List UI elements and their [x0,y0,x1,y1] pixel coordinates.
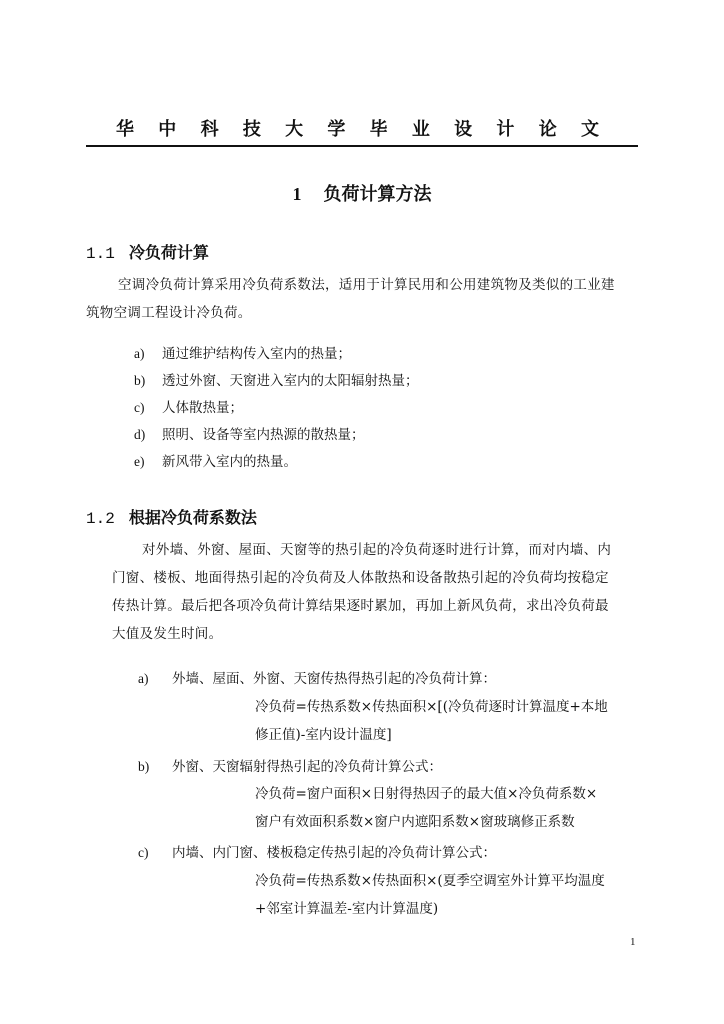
list-marker: c) [134,400,145,415]
section-heading-1-2 [86,505,257,528]
paragraph-line: 筑物空调工程设计冷负荷。 [86,305,252,321]
running-header: 华 中 科 技 大 学 毕 业 设 计 论 文 [116,119,608,140]
formula-line: 冷负荷=窗户面积×日射得热因子的最大值×冷负荷系数× [255,786,598,802]
list-item [134,344,351,364]
paragraph-line: 空调冷负荷计算采用冷负荷系数法，适用于计算民用和公用建筑物及类似的工业建 [118,277,615,293]
list-marker: e) [134,454,145,469]
list-item [134,398,243,418]
formula-line: +邻室计算温差-室内计算温度) [255,901,439,917]
list-item-text: 人体散热量； [162,400,243,416]
list-marker: b) [138,759,150,774]
section-title: 根据冷负荷系数法 [128,508,257,527]
list-marker: b) [134,373,146,388]
list-item-text: 新风带入室内的热量。 [162,454,297,470]
section-title: 冷负荷计算 [128,243,209,262]
formula-label: 内墙、内门窗、楼板稳定传热引起的冷负荷计算公式： [172,845,496,861]
formula-label: 外墙、屋面、外窗、天窗传热得热引起的冷负荷计算： [172,671,496,687]
list-marker: d) [134,427,146,442]
list-marker: c) [138,845,149,860]
paragraph-line: 传热计算。最后把各项冷负荷计算结果逐时累加，再加上新风负荷，求出冷负荷最 [112,598,609,614]
section-number: 1.2 [86,510,115,528]
formula-item [138,757,442,777]
formula-item [138,843,496,863]
list-item [134,371,419,391]
page-number: 1 [630,936,636,948]
header-rule [86,145,638,147]
chapter-number: 1 [292,184,302,204]
list-marker: a) [134,346,145,361]
paragraph-line: 对外墙、外窗、屋面、天窗等的热引起的冷负荷逐时进行计算，而对内墙、内 [142,542,612,558]
paragraph-line: 大值及发生时间。 [112,626,223,642]
list-item [134,425,365,445]
formula-label: 外窗、天窗辐射得热引起的冷负荷计算公式： [172,759,442,775]
paragraph-line: 门窗、楼板、地面得热引起的冷负荷及人体散热和设备散热引起的冷负荷均按稳定 [112,570,609,586]
chapter-title-text: 负荷计算方法 [323,184,432,205]
chapter-title [0,180,724,206]
list-marker: a) [138,671,149,686]
formula-line: 冷负荷=传热系数×传热面积×[(冷负荷逐时计算温度+本地 [255,699,608,715]
formula-line: 修正值)-室内设计温度] [255,727,392,743]
list-item-text: 照明、设备等室内热源的散热量； [162,427,365,443]
list-item [134,452,297,472]
section-number: 1.1 [86,245,115,263]
formula-line: 窗户有效面积系数×窗户内遮阳系数×窗玻璃修正系数 [255,814,575,830]
formula-line: 冷负荷=传热系数×传热面积×(夏季空调室外计算平均温度 [255,873,605,889]
section-heading-1-1 [86,240,209,263]
list-item-text: 透过外窗、天窗进入室内的太阳辐射热量； [162,373,419,389]
formula-item [138,669,496,689]
list-item-text: 通过维护结构传入室内的热量； [162,346,351,362]
